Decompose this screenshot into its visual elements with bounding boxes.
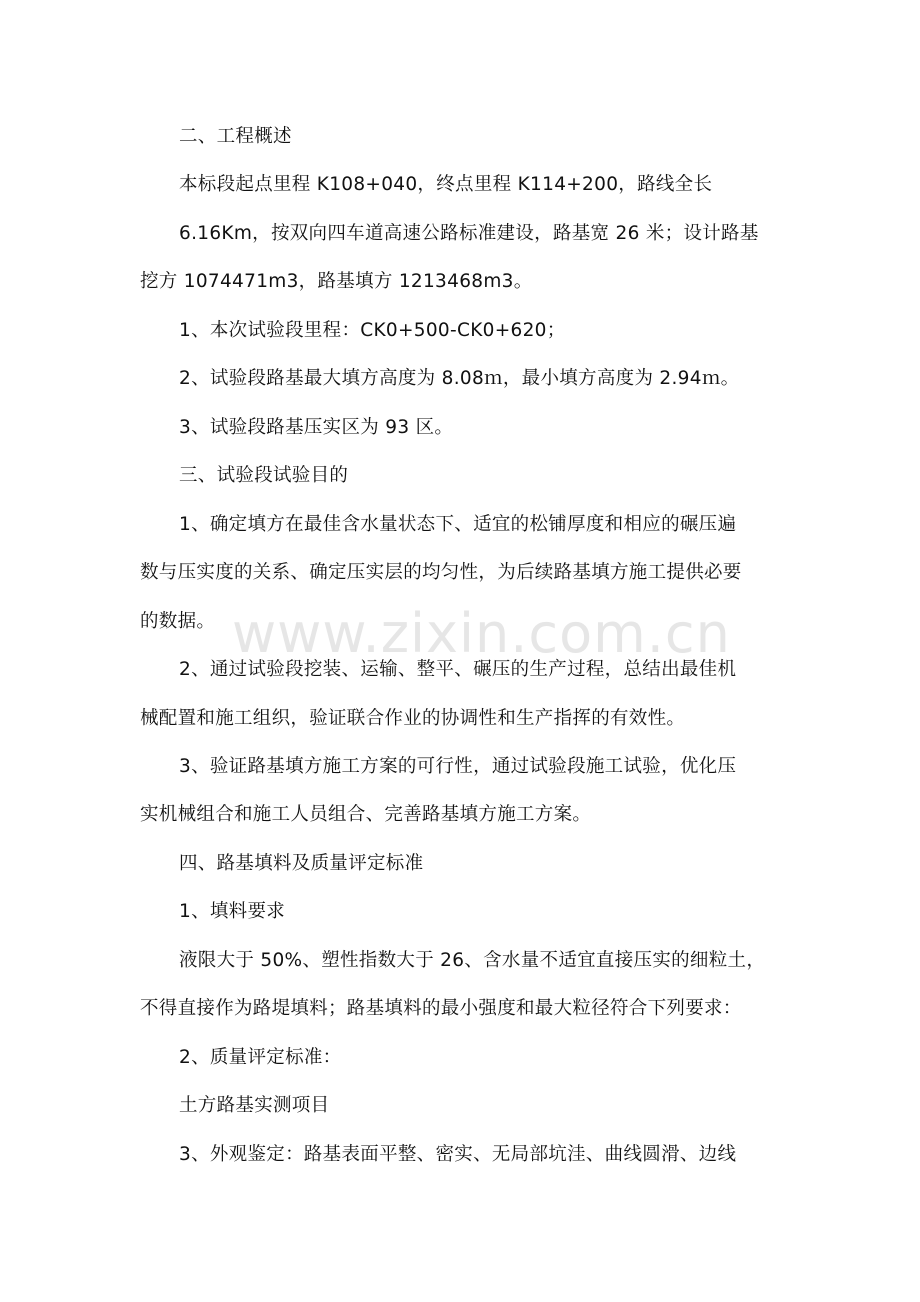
list-item: 1、确定填方在最佳含水量状态下、适宜的松铺厚度和相应的碾压遍 [179,514,737,535]
paragraph-line: 数与压实度的关系、确定压实层的均匀性，为后续路基填方施工提供必要 [140,562,742,583]
paragraph-line: 不得直接作为路堤填料；路基填料的最小强度和最大粒径符合下列要求： [140,998,742,1019]
paragraph-line: 液限大于 50%、塑性指数大于 26、含水量不适宜直接压实的细粒土， [179,950,766,971]
section-heading-2: 二、工程概述 [179,126,292,147]
paragraph-line: 本标段起点里程 K108+040，终点里程 K114+200，路线全长 [179,174,713,195]
list-item: 2、质量评定标准： [179,1047,342,1068]
list-item: 2、试验段路基最大填方高度为 8.08ｍ，最小填方高度为 2.94ｍ。 [179,368,740,389]
paragraph-line: 6.16Km，按双向四车道高速公路标准建设，路基宽 26 米；设计路基 [179,223,759,244]
paragraph-line: 土方路基实测项目 [179,1095,330,1116]
paragraph-line: 械配置和施工组织，验证联合作业的协调性和生产指挥的有效性。 [140,708,686,729]
section-heading-3: 三、试验段试验目的 [179,465,349,486]
list-item: 3、验证路基填方施工方案的可行性，通过试验段施工试验，优化压 [179,756,737,777]
list-item: 2、通过试验段挖装、运输、整平、碾压的生产过程，总结出最佳机 [179,659,737,680]
section-heading-4: 四、路基填料及质量评定标准 [179,853,424,874]
list-item: 1、本次试验段里程：CK0+500-CK0+620； [179,320,566,341]
paragraph-line: 实机械组合和施工人员组合、完善路基填方施工方案。 [140,804,592,825]
paragraph-line: 的数据。 [140,611,216,632]
paragraph-line: 挖方 1074471m3，路基填方 1213468m3。 [140,271,533,292]
watermark: www.zixin.com.cn [232,602,731,665]
list-item: 1、填料要求 [179,901,286,922]
list-item: 3、试验段路基压实区为 93 区。 [179,417,454,438]
list-item: 3、外观鉴定：路基表面平整、密实、无局部坑洼、曲线圆滑、边线 [179,1144,737,1165]
